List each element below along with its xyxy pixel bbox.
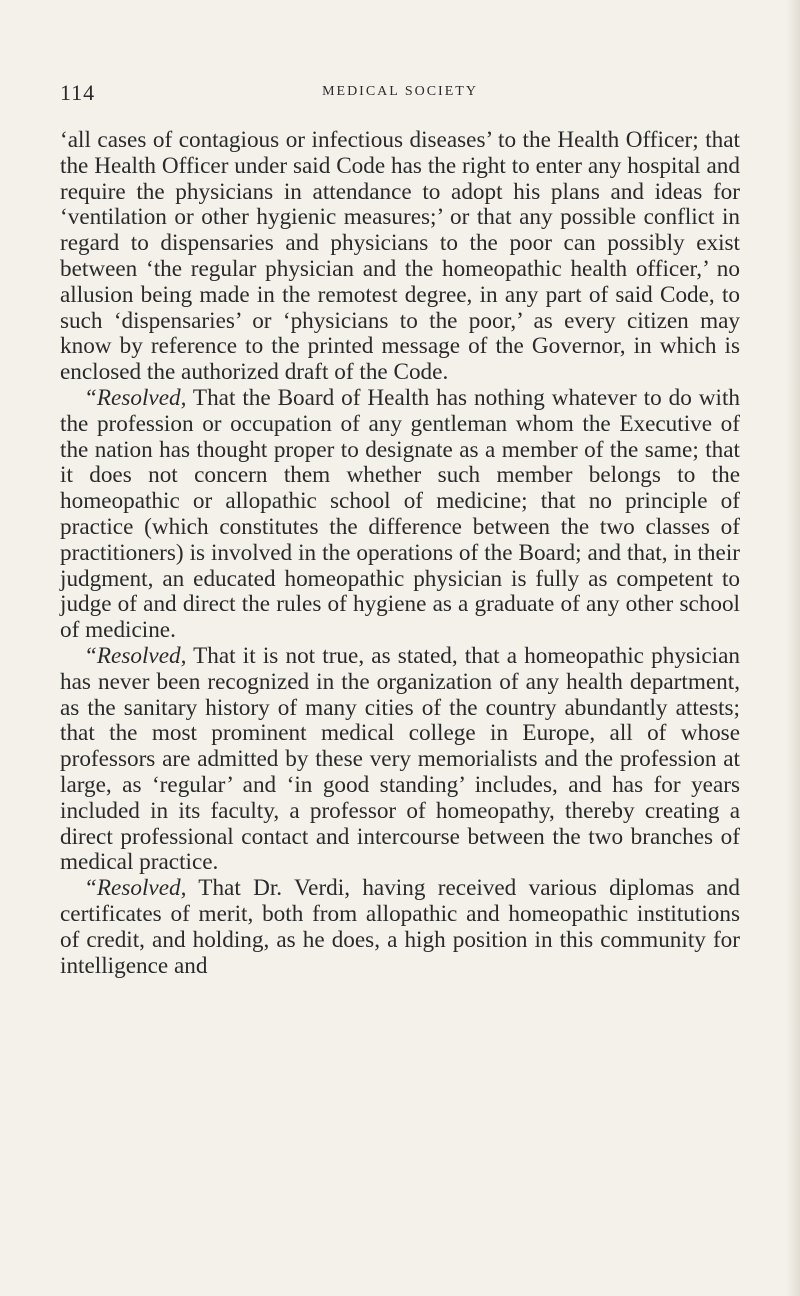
running-head: MEDICAL SOCIETY [322,84,478,99]
paragraph-2-text: That the Board of Health has nothing whatever to do with the profession or occupation of any gentleman whom the Executive of the nation has thought proper to designate as a member of the same; that it does not concern them whether such member belongs to the homeopathic or allopathic school of medicine; that no principle of practice (which constitutes the difference between the two classes of practitioners) is involved in the operations of the Board; and that, in their judgment, an educated homeopathic physician is fully as competent to judge of and direct the rules of hygiene as a graduate of any other school of medicine. [60,384,740,644]
page-edge-shadow [786,0,800,1296]
paragraph-4-text: That Dr. Verdi, having received various diplomas and certificates of merit, both from allopathic and homeopathic institutions of credit, and holding, as he does, a high position in this community for intelligence and [60,875,740,979]
resolved-lead: “Resolved, [84,384,187,411]
body-text [60,128,740,979]
paragraph-1 [60,128,740,386]
paragraph-3 [60,644,740,876]
paragraph-2 [60,386,740,644]
paragraph-3-text: That it is not true, as stated, that a homeopathic physician has never been recognized in the organization of any health department, as the sanitary history of many cities of the country abundantly attests; that the most prominent medical college in Europe, all of whose professors are admitted by these very memorialists and the profession at large, as ‘regular’ and ‘in good standing’ includes, and has for years included in its faculty, a professor of homeopathy, thereby creating a direct professional contact and intercourse between the two branches of medical practice. [60,642,740,876]
resolved-lead: “Resolved, [84,642,187,669]
page-number: 114 [60,80,96,105]
resolved-lead: “Resolved, [84,875,187,902]
paragraph-4 [60,876,740,979]
page-header [60,80,740,110]
paragraph-1-text: ‘all cases of contagious or infectious diseases’ to the Health Officer; that the Health Officer under said Code has the right to enter any hospital and require the physicians in attendance to adopt his plans and ideas for ‘ventilation or other hygienic measures;’ or that any possible conflict in regard to dispensaries and physicians to the poor can possibly exist between ‘the regular physician and the homeopathic health officer,’ no allusion being made in the remotest degree, in any part of said Code, to such ‘dispensaries’ or ‘physicians to the poor,’ as every citizen may know by reference to the printed message of the Governor, in which is enclosed the authorized draft of the Code. [60,127,740,386]
